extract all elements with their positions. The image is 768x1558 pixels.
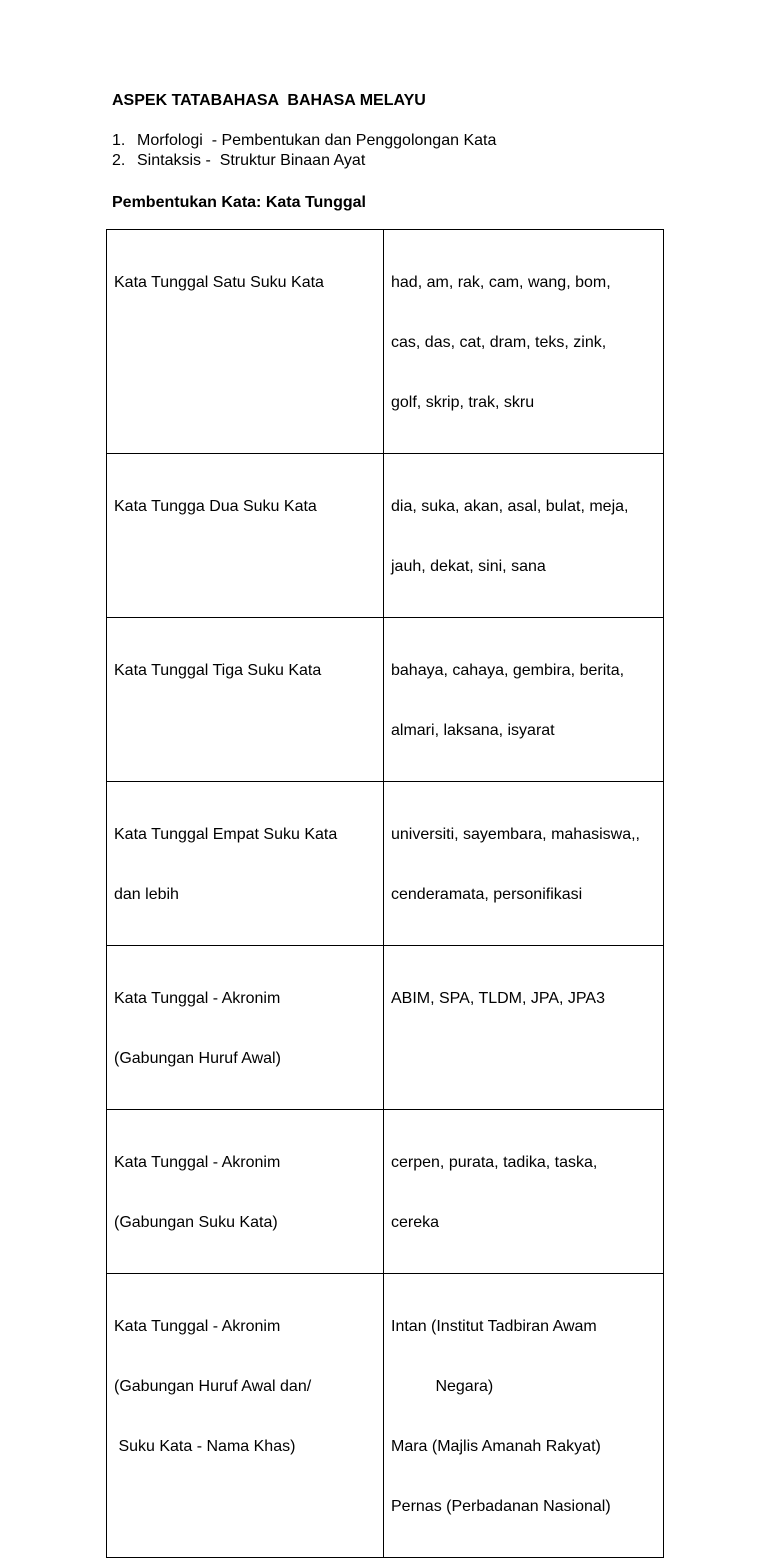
- table-row: [107, 618, 664, 782]
- table-row: [107, 454, 664, 618]
- examples-line: cas, das, cat, dram, teks, zink,: [391, 334, 607, 351]
- kata-tunggal-table: [106, 229, 664, 1558]
- section-heading: Pembentukan Kata: Kata Tunggal: [112, 194, 366, 211]
- examples-cell: [384, 946, 664, 1110]
- list-text: Sintaksis - Struktur Binaan Ayat: [137, 152, 366, 169]
- category-cell: [107, 230, 384, 454]
- examples-line: cerpen, purata, tadika, taska,: [391, 1154, 598, 1171]
- category-line: (Gabungan Huruf Awal): [114, 1050, 281, 1067]
- examples-line: Mara (Majlis Amanah Rakyat): [391, 1438, 601, 1455]
- table-row: [107, 230, 664, 454]
- examples-line: golf, skrip, trak, skru: [391, 394, 535, 411]
- examples-line: jauh, dekat, sini, sana: [391, 558, 546, 575]
- examples-cell: [384, 454, 664, 618]
- examples-line: had, am, rak, cam, wang, bom,: [391, 274, 611, 291]
- category-line: Kata Tunggal - Akronim: [114, 990, 281, 1007]
- list-item: [112, 151, 496, 171]
- table-row: [107, 1274, 664, 1558]
- examples-cell: [384, 782, 664, 946]
- examples-line: almari, laksana, isyarat: [391, 722, 555, 739]
- category-line: Suku Kata - Nama Khas): [114, 1438, 296, 1455]
- category-cell: [107, 1274, 384, 1558]
- examples-line: Negara): [391, 1378, 494, 1395]
- examples-line: cenderamata, personifikasi: [391, 886, 583, 903]
- category-line: Kata Tunggal Satu Suku Kata: [114, 274, 324, 291]
- category-cell: [107, 618, 384, 782]
- category-cell: [107, 1110, 384, 1274]
- table-row: [107, 946, 664, 1110]
- category-cell: [107, 946, 384, 1110]
- category-line: dan lebih: [114, 886, 179, 903]
- examples-cell: [384, 1274, 664, 1558]
- document-title: ASPEK TATABAHASA BAHASA MELAYU: [112, 92, 426, 109]
- examples-cell: [384, 230, 664, 454]
- category-line: Kata Tunggal Tiga Suku Kata: [114, 662, 322, 679]
- category-line: Kata Tunggal - Akronim: [114, 1154, 281, 1171]
- list-text: Morfologi - Pembentukan dan Penggolongan Kata: [137, 132, 497, 149]
- examples-line: Pernas (Perbadanan Nasional): [391, 1498, 611, 1515]
- table-row: [107, 782, 664, 946]
- category-line: (Gabungan Huruf Awal dan/: [114, 1378, 312, 1395]
- table-row: [107, 1110, 664, 1274]
- list-number: 1.: [112, 132, 126, 149]
- examples-line: universiti, sayembara, mahasiswa,,: [391, 826, 640, 843]
- category-line: Kata Tunggal Empat Suku Kata: [114, 826, 338, 843]
- examples-cell: [384, 618, 664, 782]
- examples-line: dia, suka, akan, asal, bulat, meja,: [391, 498, 629, 515]
- category-cell: [107, 454, 384, 618]
- examples-line: Intan (Institut Tadbiran Awam: [391, 1318, 597, 1335]
- category-line: Kata Tunggal - Akronim: [114, 1318, 281, 1335]
- examples-cell: [384, 1110, 664, 1274]
- category-line: Kata Tungga Dua Suku Kata: [114, 498, 317, 515]
- category-line: (Gabungan Suku Kata): [114, 1214, 278, 1231]
- aspect-list: [112, 131, 496, 171]
- list-item: [112, 131, 496, 151]
- examples-line: bahaya, cahaya, gembira, berita,: [391, 662, 625, 679]
- list-number: 2.: [112, 152, 126, 169]
- category-cell: [107, 782, 384, 946]
- examples-line: ABIM, SPA, TLDM, JPA, JPA3: [391, 990, 605, 1007]
- examples-line: cereka: [391, 1214, 440, 1231]
